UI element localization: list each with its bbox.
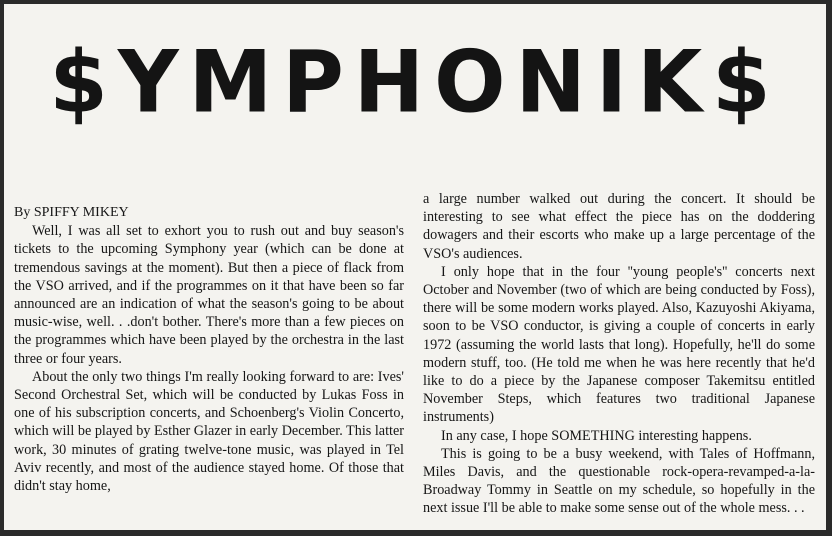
paragraph: About the only two things I'm really looking forward to are: Ives' Second Orchestral Set, which will be conducted by Lukas Foss in one of his subscription concerts, and Schoenberg's Violin Concerto, which will be played by Esther Glazer in early December. This latter work, 30 minutes of grating twelve-tone music, was played in Tel Aviv recently, and most of the audience stayed home. Of those that didn't stay home, <box>14 368 404 495</box>
paragraph: This is going to be a busy weekend, with Tales of Hoffmann, Miles Davis, and the questionable rock-opera-revamped-a-la-Broadway Tommy in Seattle on my schedule, so hopefully in the next issue I'll be able to make some sense out of the whole mess. . . <box>423 445 815 517</box>
paragraph: I only hope that in the four ''young people's'' concerts next October and November (two of which are being conducted by Foss), there will be some modern works played. Also, Kazuyoshi Akiyama, soon to be VSO conductor, is giving a couple of concerts in early 1972 (assuming the world lasts that long). Hopefully, he'll do some modern stuff, too. (He told me when he was here recently that he'd like to do a piece by the Japanese composer Takemitsu entitled November Steps, which features two traditional Japanese instruments) <box>423 263 815 426</box>
newspaper-page <box>4 4 826 530</box>
paragraph: a large number walked out during the concert. It should be interesting to see what effect the piece has on the doddering dowagers and their escorts who make up a large percentage of the VSO's audiences. <box>423 191 815 262</box>
paragraph: Well, I was all set to exhort you to rush out and buy season's tickets to the upcoming Symphony year (which can be done at tremendous savings at the moment). But then a piece of flack from the VSO arrived, and if the programmes on it that have been so far announced are an indication of what the season's going to be about music-wise, well. . .don't bother. There's more than a few pieces on the programmes which have been played by the orchestra in the last three or four years. <box>14 223 404 367</box>
article-column-right <box>423 190 815 518</box>
byline: By SPIFFY MIKEY <box>14 205 129 220</box>
article-column-left <box>14 204 404 495</box>
headline: $YMPHONIK$ <box>49 32 781 132</box>
paragraph: In any case, I hope SOMETHING interesting happens. <box>441 427 752 444</box>
